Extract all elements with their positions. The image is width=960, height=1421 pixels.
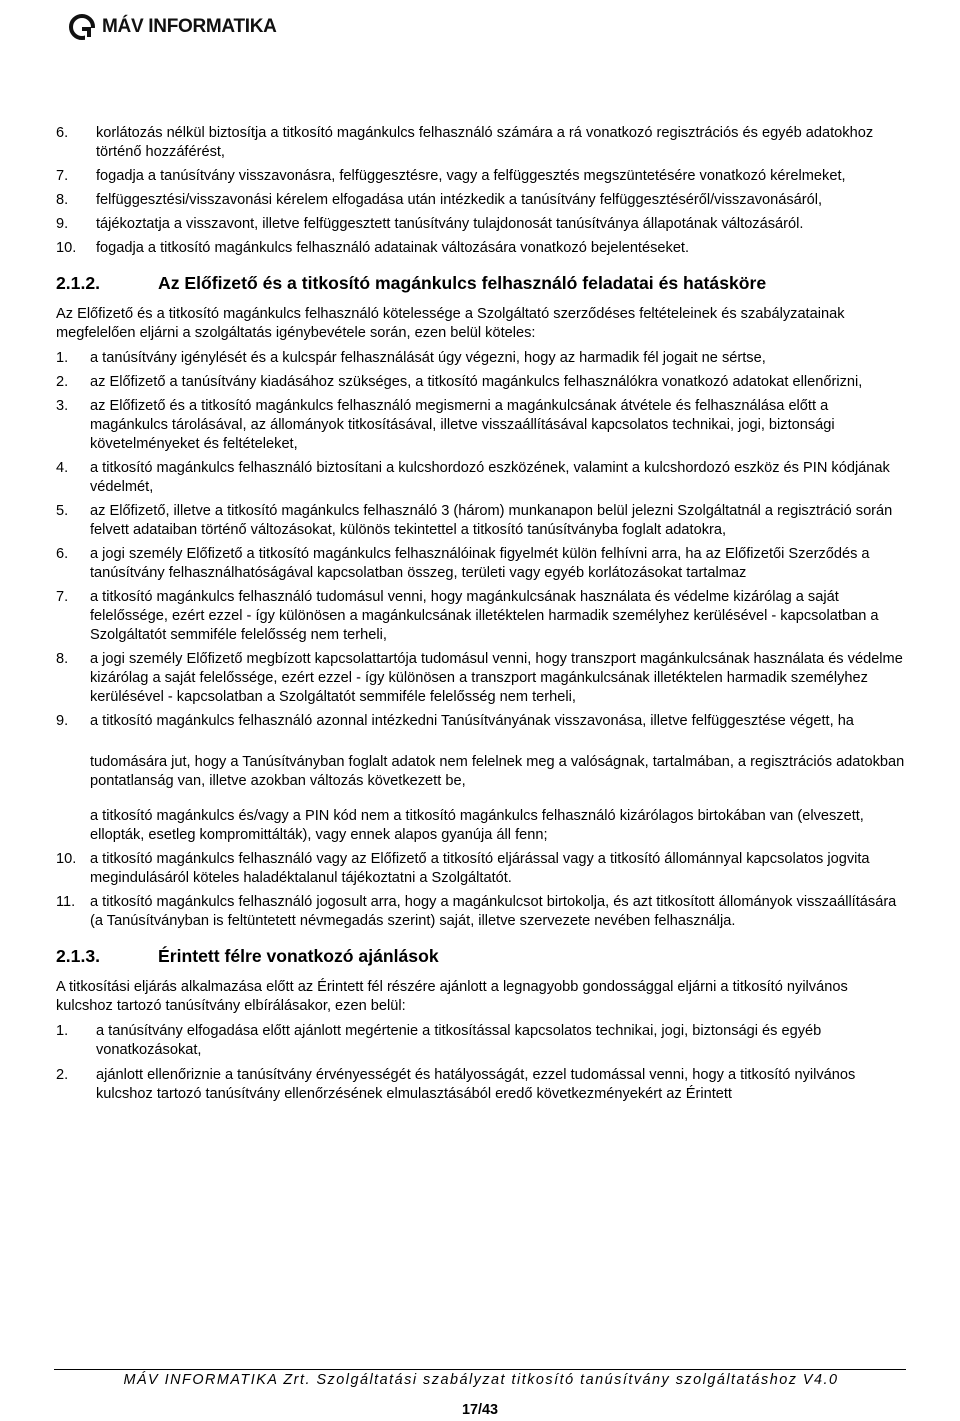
- list-item: 4. a titkosító magánkulcs felhasználó biztosítani a kulcshordozó eszközének, valamint a kulcshordozó eszköz és PIN kódjának védelmét,: [56, 460, 890, 495]
- list-top: [56, 124, 908, 258]
- section-intro: Az Előfizető és a titkosító magánkulcs felhasználó kötelessége a Szolgáltató szerződéses feltételeinek és szabályzatainak megfelelően eljárni a szolgáltatás igénybevétele során, ezen belül köteles:: [56, 306, 845, 341]
- footer-text: MÁV INFORMATIKA Zrt. Szolgáltatási szabályzat titkosító tanúsítvány szolgáltatáshoz V4.0: [123, 1372, 839, 1388]
- sub-item: tudomására jut, hogy a Tanúsítványban foglalt adatok nem felelnek meg a valóságnak, tartalmában, a regisztrációs adatokban pontatlanság van, illetve azokban változás következett be,: [90, 754, 905, 789]
- list-item: 1. a tanúsítvány igénylését és a kulcspár felhasználását úgy végezni, hogy az harmadik fél jogait ne sértse,: [56, 350, 766, 366]
- list-item: 6. korlátozás nélkül biztosítja a titkosító magánkulcs felhasználó számára a rá vonatkozó regisztrációs és egyéb adatokhoz történő hozzáférést,: [56, 125, 874, 160]
- page-number: 17/43: [461, 1402, 498, 1418]
- list-item: 5. az Előfizető, illetve a titkosító magánkulcs felhasználó 3 (három) munkanapon belül jelezni Szolgáltatnál a regisztráció során felvett adataiban történő változásokat, különös tekintettel a titkosító tanúsítványba foglalt adatokra,: [56, 503, 893, 538]
- logo-text: MÁV INFORMATIKA: [102, 16, 277, 37]
- sub-item: a titkosító magánkulcs és/vagy a PIN kód nem a titkosító magánkulcs felhasználó kizárólagos birtokában van (elveszett, ellopták, esetleg kompromittálták), vagy ennek alapos gyanúja áll fenn;: [90, 808, 864, 843]
- list-item: 9. tájékoztatja a visszavont, illetve felfüggesztett tanúsítvány tulajdonosát tanúsítványa állapotának változásáról.: [56, 216, 804, 232]
- list-item: 11. a titkosító magánkulcs felhasználó jogosult arra, hogy a magánkulcsot birtokolja, és azt titkosított állományok visszaállítására (a Tanúsítványban is feltüntetett névmegadás szerint) saját, illetve szervezete nevében felhasználja.: [56, 894, 897, 929]
- list-item: 8. felfüggesztési/visszavonási kérelem elfogadása után intézkedik a tanúsítvány felfüggesztéséről/visszavonásáról,: [56, 192, 823, 208]
- list-item: 2. az Előfizető a tanúsítvány kiadásához szükséges, a titkosító magánkulcs felhasználókra vonatkozó adatokat ellenőrizni,: [56, 374, 863, 390]
- list-item: 8. a jogi személy Előfizető megbízott kapcsolattartója tudomásul venni, hogy transzport magánkulcsának használata és védelme kizárólag a saját felelőssége, ezért ezzel - így különösen a transzport magánkulcsának illetéktelen harmadik személyhez kerülésével - kapcsolatban a Szolgáltatót semmiféle felelősség nem terheli,: [56, 651, 903, 705]
- list-item: 1. a tanúsítvány elfogadása előtt ajánlott megértenie a titkosítással kapcsolatos technikai, jogi, biztonsági és egyéb vonatkozásokat,: [56, 1023, 822, 1058]
- footer-divider: [54, 1369, 906, 1370]
- list-item: 7. a titkosító magánkulcs felhasználó tudomásul venni, hogy magánkulcsának használata és védelme kizárólag a saját felelőssége, ezért ezzel - így különösen a magánkulcsának illetéktelen harmadik személyhez kerülésével - kapcsolatban a Szolgáltatót semmiféle felelősség nem terheli,: [56, 589, 879, 643]
- section-intro: A titkosítási eljárás alkalmazása előtt az Érintett fél részére ajánlott a legnagyobb gondossággal eljárni a titkosító nyilvános kulcshoz tartozó tanúsítvány elbírálásakor, ezen belül:: [56, 979, 848, 1014]
- section-heading-2-1-2: 2.1.2. Az Előfizető és a titkosító magánkulcs felhasználó feladatai és hatásköre: [56, 273, 767, 293]
- list-item: 9. a titkosító magánkulcs felhasználó azonnal intézkedni Tanúsítványának visszavonása, illetve felfüggesztése végett, ha tudomására jut, hogy a Tanúsítványban foglalt adatok nem felelnek meg a valóságnak, tartalmában, a regisztrációs adatokban pontatlanság van, illetve azokban változás következett be, a titkosító magánkulcs és/vagy a PIN kód nem a titkosító magánkulcs felhasználó kizárólagos birtokában van (elveszett, ellopták, esetleg kompromittálták), vagy ennek alapos gyanúja áll fenn;: [56, 712, 908, 845]
- list-item: 3. az Előfizető és a titkosító magánkulcs felhasználó megismerni a magánkulcsának átvétele és felhasználása előtt a magánkulcs tárolásával, az állományok titkosításával, illetve visszaállításával kapcsolatos technikai, jogi, biztonsági követelményeket és feltételeket,: [56, 398, 835, 452]
- document-body: [56, 124, 908, 1110]
- list-item: 6. a jogi személy Előfizető a titkosító magánkulcs felhasználóinak figyelmét külön felhívni arra, ha az Előfizetői Szerződés a tanúsítvány felhasználhatóságával kapcsolatban összeg, területi vagy egyéb korlátozásokat tartalmaz: [56, 546, 870, 581]
- mav-logo-icon: [68, 13, 96, 41]
- list-item: 10. fogadja a titkosító magánkulcs felhasználó adatainak változására vonatkozó bejelentéseket.: [56, 240, 690, 256]
- page-header: [58, 4, 358, 48]
- list-item: 10. a titkosító magánkulcs felhasználó vagy az Előfizető a titkosító eljárással vagy a titkosító állománnyal kapcsolatos jogvita megindulásáról köteles haladéktalanul tájékoztatni a Szolgáltatót.: [56, 851, 870, 886]
- list-item: 7. fogadja a tanúsítvány visszavonásra, felfüggesztésre, vagy a felfüggesztés megszüntetésére vonatkozó kérelmeket,: [56, 168, 846, 184]
- recommendations-list: [56, 1022, 908, 1104]
- section-heading-2-1-3: 2.1.3. Érintett félre vonatkozó ajánlások: [56, 946, 439, 966]
- list-item: 2. ajánlott ellenőriznie a tanúsítvány érvényességét és hatályosságát, ezzel tudomással venni, hogy a titkosító nyilvános kulcshoz tartozó tanúsítvány ellenőrzésének elmulasztásából eredő következményekért az Érintett: [56, 1067, 856, 1102]
- obligations-list: [56, 349, 908, 931]
